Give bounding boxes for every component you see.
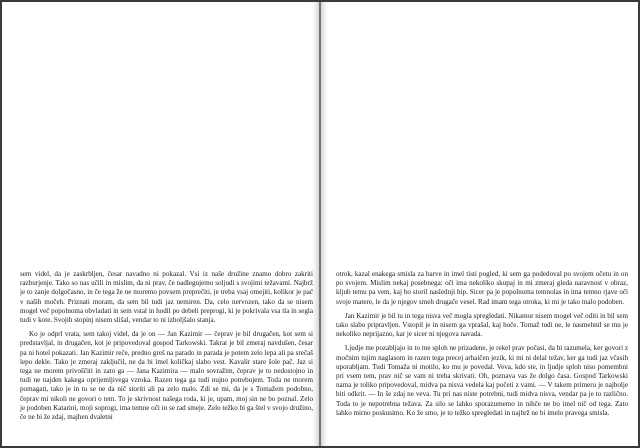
- right-page-text: [336, 270, 628, 418]
- left-page: [2, 2, 319, 446]
- right-paragraph-3: Ljudje me pozabljajo in to me sploh ne prizadene, je rekel prav počasi, da bi razumela, ker govori z močnim tujim naglasom in razen tega precej arhaičen jezik, ki mi ni delal težav, ker ga tudi jaz včasih uporabljam. Tudi Tomaža ni motilo, ko mu je povedal. Veva, kdo ste, in ljudje sploh niso pomembni pri vsem tem, prav nič se vam ni treba skrivati. Oh, poznava vas že dolgo časa. Gospod Tarkowski nama je toliko pripovedoval, midva pa nisva vedela kaj početi z vami. — V takem primeru je najbolje biti odkrit. — In še zdaj ne veva. Tu pri nas niste potrebni, tudi midva nisva, vendar pa je to različno. Toda to je nepotrebna težava. Za silo se lahko sporazumemo in nihče ne bo imel nič od tega. Zato lahko mirno poskusimo. Ko že smo, je to težko spregledati in najbrž ne bi imelo pravega smisla.: [336, 344, 628, 417]
- left-page-text: [20, 270, 313, 422]
- right-paragraph-1: otrok, kazal enakega smisla za barve in imel tisti pogled, ki sem ga podedoval po svojem očetu in on po svojem. Mislim nekaj posebnega: oči ima nekoliko skupaj in mi zmeraj gleda naravnost v obraz, kljub temu pa vem, kaj bo storil naslednji hip. Sicer pa je popolnoma temnolas in ima temno rjave oči svoje matere, le da je njegov smeh drugače vesel. Rad imam tega otroka, ki mi je tako malo podoben.: [336, 270, 628, 306]
- right-page: [321, 2, 638, 446]
- left-paragraph-1: sem videl, da je zaskrbljen, česar navadno ni pokazal. Vsi iz naše družine znamo dobro zakriti razburjenje. Tako so nas učili in mislim, da ni prav, če nadlegujemo soljudi s svojimi težavami. Najbrž je to zanje dolgočasno, in če tega že ne moremo povsem preprečiti, je treba vsaj omejiti, kolikor je pač v naših močeh. Priznati moram, da sem bil tudi jaz nemiren. Da, celo nervozen, tako da se nisem mogel več popolnoma obvladati in sem vstal in hodil po debeli preprogi, ki je pokrivala vsa tla in segla tudi v kote. Svojih stopinj nisem slišal, vendar to ni izboljšalo stanja.: [20, 270, 313, 325]
- left-paragraph-2: Ko je odprl vrata, sem takoj videl, da je on — Jan Kazimir — čeprav je bil drugačen, kot sem si predstavljal, in drugačen, kot je pripovedoval gospod Tarkowski. Takrat je bil zmeraj navdušen, česar pa ni hotel pokazati. Jan Kazimir reče, predno greš na parado in parada je potem zelo lepa ali pa srečaš lepo dekle. Tako je zmeraj zaključil, ne da bi imel količkaj slabo vest. Kavalir stare šole pač. Jaz si tega ne morem privoščiti in zato ga — Jana Kazimira — malo sovražim, čeprav je to nedostojno in tudi ne najden kakega oprijemljivega vzroka. Razen tega ga tudi nujno potrebujem. Toda ne morem pomagati, tako je in tu se ne da nič storiti ali pa zelo malo. Zdi se mi, da je s Tomažem podobno, čeprav mi nikoli ne govori o tem. To je skrivnost našega roda, ki je, upam, moj sin ne bo poznal. Zelo je podoben Katarini, moji soprogi, ima temne oči in se rad smeje. Zelo težko bi ga štel v svojo družino, če ne bi že zdaj, majhen dvaletni: [20, 330, 313, 422]
- right-paragraph-2: Jan Kazimir je bil tu in tega nisva več mogla spregledati. Nikamor nisem mogel več oditi in bil sem tako slabo pripravljen. Vstopil je in nisem ga vprašal, kaj hoče. Tomaž tudi ne, le nasmehnil se mu je nekoliko neprijazno, kar je sicer ni njegova navada.: [336, 311, 628, 339]
